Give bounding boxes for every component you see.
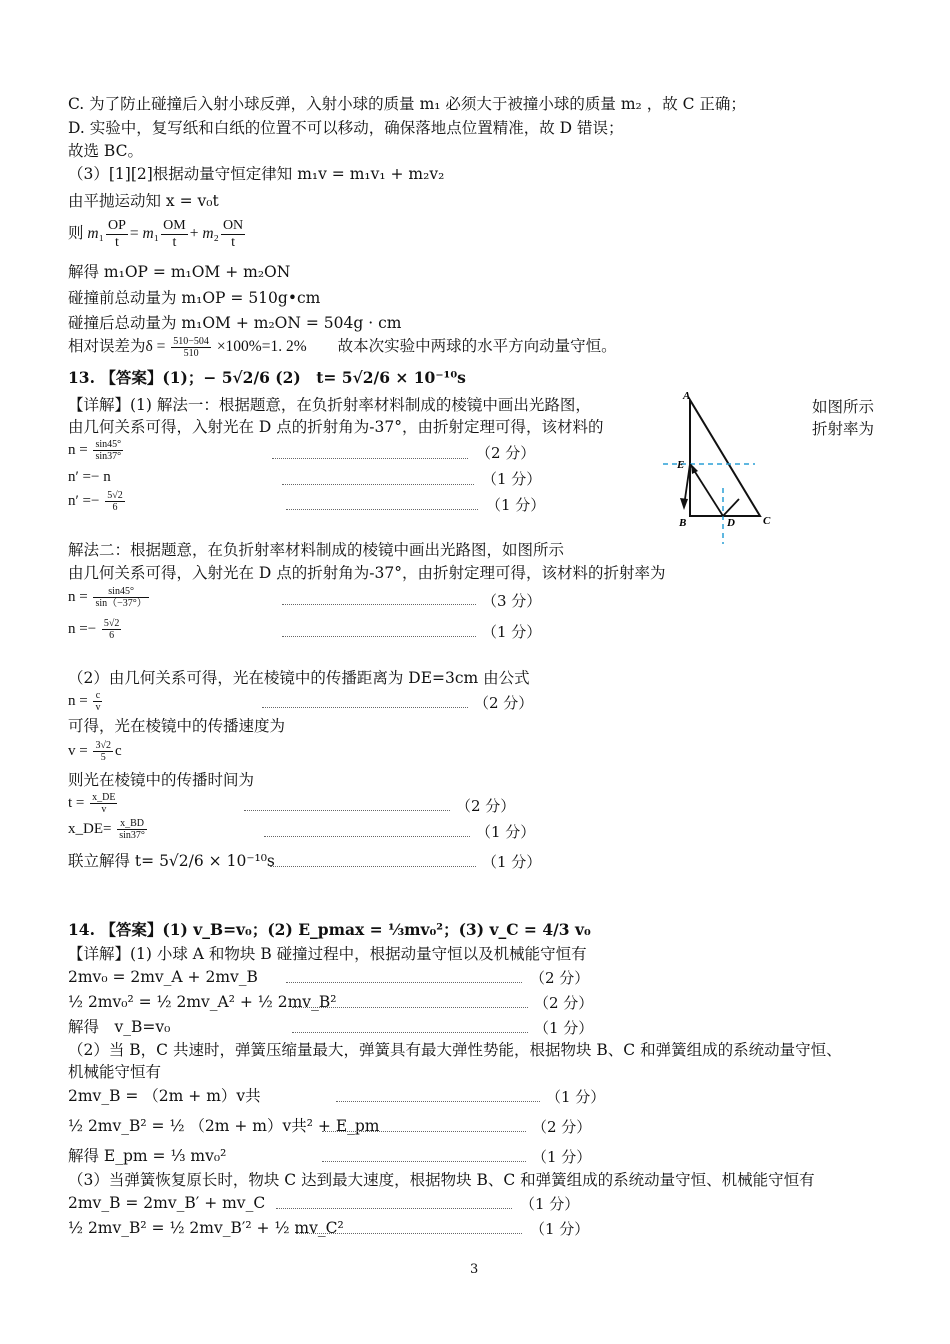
- dots: [282, 636, 476, 637]
- eq-n3: n′ =− $\frac{5√2}{6}$: [68, 490, 123, 513]
- eq-m2-n2: n =− $\frac{5√2}{6}$: [68, 618, 120, 641]
- dots: [272, 458, 468, 459]
- line-bc: 故选 BC。: [68, 142, 143, 160]
- line-d: D. 实验中，复写纸和白纸的位置不可以移动，确保落地点位置精准，故 D 错误；: [68, 119, 624, 137]
- dots: [282, 484, 474, 485]
- page-number: 3: [470, 1262, 479, 1277]
- eq-time: t = $\frac{x\_DE}{v}$: [68, 792, 116, 815]
- dots: [336, 1101, 540, 1102]
- method-two-geometry: 由几何关系可得，入射光在 D 点的折射角为-37°，由折射定理可得，该材料的折射率为: [68, 564, 666, 582]
- points-label: （1 分）: [520, 1195, 580, 1213]
- part-three-14: （3）当弹簧恢复原长时，物块 C 达到最大速度，根据物块 B、C 和弹簧组成的系统动量守恒、机械能守恒有: [68, 1171, 815, 1189]
- dots: [292, 1007, 528, 1008]
- points-label: （2 分）: [474, 694, 534, 712]
- points-label: （1 分）: [476, 823, 536, 841]
- line-relative-error: 相对误差为δ = $\frac{510-504}{510}$ ×100%=1. 2% 故本次实验中两球的水平方向动量守恒。: [68, 335, 617, 359]
- dots: [286, 982, 522, 983]
- dots: [286, 509, 478, 510]
- time-text: 则光在棱镜中的传播时间为: [68, 771, 255, 789]
- dots: [282, 604, 476, 605]
- dots: [322, 1161, 526, 1162]
- eq-14-7: 2mv_B = 2mv_B′ + mv_C: [68, 1194, 266, 1212]
- dots: [296, 1233, 522, 1234]
- label-a: A: [683, 390, 691, 402]
- eq-m2-n1: n = $\frac{\sin 45^\circ}{\sin(-37^\circ)}$: [68, 586, 147, 609]
- eq-n2: n′ =− n: [68, 469, 111, 485]
- line-pingpao: 由平抛运动知 x = v₀t: [68, 192, 219, 210]
- method-two: 解法二：根据题意，在负折射率材料制成的棱镜中画出光路图，如图所示: [68, 541, 565, 559]
- dots: [262, 707, 468, 708]
- points-label: （1 分）: [534, 1019, 594, 1037]
- q14-answer: 14. 【答案】(1) v_B=v₀；(2) E_pmax = ⅓mv₀²；(3) v_C = 4/3 v₀: [68, 920, 591, 939]
- eq-14-1: 2mv₀ = 2mv_A + 2mv_B: [68, 968, 258, 986]
- speed-text: 可得，光在棱镜中的传播速度为: [68, 717, 286, 735]
- label-c: C: [763, 515, 771, 527]
- line-before: 碰撞前总动量为 m₁OP = 510g•cm: [68, 289, 321, 307]
- dots: [264, 836, 470, 837]
- q13-answer: 13. 【答案】(1)；− 5√2/6 (2) t= 5√2/6 × 10⁻¹⁰s: [68, 368, 466, 387]
- eq-xde: x_DE= $\frac{x\_BD}{\sin 37^\circ}$: [68, 818, 145, 841]
- q14-detail: 【详解】(1) 小球 A 和物块 B 碰撞过程中，根据动量守恒以及机械能守恒有: [68, 945, 587, 963]
- line-after: 碰撞后总动量为 m₁OM + m₂ON = 504g · cm: [68, 314, 402, 332]
- part-two: （2）由几何关系可得，光在棱镜中的传播距离为 DE=3cm 由公式: [68, 669, 530, 687]
- points-label: （2 分）: [530, 969, 590, 987]
- points-label: （1 分）: [482, 470, 542, 488]
- eq-14-8: ½ 2mv_B² = ½ 2mv_B′² + ½ mv_C²: [68, 1219, 344, 1237]
- label-d: D: [727, 517, 735, 529]
- points-label: （1 分）: [546, 1088, 606, 1106]
- eq-speed: v = $\frac{3√2}{5}$ c: [68, 740, 122, 763]
- points-label: （2 分）: [476, 444, 536, 462]
- points-label: （2 分）: [456, 797, 516, 815]
- eq-14-3: 解得 v_B=v₀: [68, 1018, 171, 1036]
- dots: [322, 1131, 526, 1132]
- q13-detail: 【详解】(1) 解法一：根据题意，在负折射率材料制成的棱镜中画出光路图，: [68, 396, 591, 414]
- eq-n-c-v: n = $\frac{c}{v}$: [68, 690, 101, 713]
- q13-geometry: 由几何关系可得，入射光在 D 点的折射角为-37°，由折射定理可得，该材料的: [68, 418, 604, 436]
- points-label: （2 分）: [534, 994, 594, 1012]
- dots: [270, 866, 476, 867]
- points-label: （1 分）: [482, 853, 542, 871]
- label-e: E: [677, 459, 685, 471]
- points-label: （1 分）: [530, 1220, 590, 1238]
- points-label: （1 分）: [486, 496, 546, 514]
- line-jiede1: 解得 m₁OP = m₁OM + m₂ON: [68, 263, 291, 281]
- points-label: （2 分）: [532, 1118, 592, 1136]
- q13-detail-right: 如图所示: [812, 398, 875, 416]
- dots: [276, 1208, 512, 1209]
- part-two-14b: 机械能守恒有: [68, 1063, 162, 1081]
- equation-momentum-ratio: 则 m₁ $\frac{OP}{t}$ = m₁ $\frac{OM}{t}$ + m₂ $\frac{ON}{t}$: [68, 218, 244, 250]
- eq-14-5: ½ 2mv_B² = ½ （2m + m）v共² + E_pm: [68, 1117, 380, 1135]
- eq-n1: n = $\frac{\sin 45^\circ}{\sin 37^\circ}$: [68, 439, 122, 462]
- dots: [292, 1032, 528, 1033]
- eq-14-4: 2mv_B = （2m + m）v共: [68, 1087, 261, 1105]
- joint-solution: 联立解得 t= 5√2/6 × 10⁻¹⁰s: [68, 852, 275, 870]
- eq-14-6: 解得 E_pm = ⅓ mv₀²: [68, 1147, 227, 1165]
- dots: [244, 810, 450, 811]
- label-b: B: [679, 517, 687, 529]
- part-two-14a: （2）当 B，C 共速时，弹簧压缩量最大，弹簧具有最大弹性势能，根据物块 B、C 和弹簧组成的系统动量守恒、: [68, 1041, 842, 1059]
- points-label: （1 分）: [532, 1148, 592, 1166]
- line-3: （3）[1][2]根据动量守恒定律知 m₁v = m₁v₁ + m₂v₂: [68, 165, 445, 183]
- eq-14-2: ½ 2mv₀² = ½ 2mv_A² + ½ 2mv_B²: [68, 993, 337, 1011]
- points-label: （3 分）: [482, 592, 542, 610]
- q13-geometry-right: 折射率为: [812, 420, 875, 438]
- points-label: （1 分）: [482, 623, 542, 641]
- line-c: C. 为了防止碰撞后入射小球反弹，入射小球的质量 m₁ 必须大于被撞小球的质量 m₂ ，故 C 正确；: [68, 95, 746, 113]
- prism-light-path-figure: [655, 388, 795, 548]
